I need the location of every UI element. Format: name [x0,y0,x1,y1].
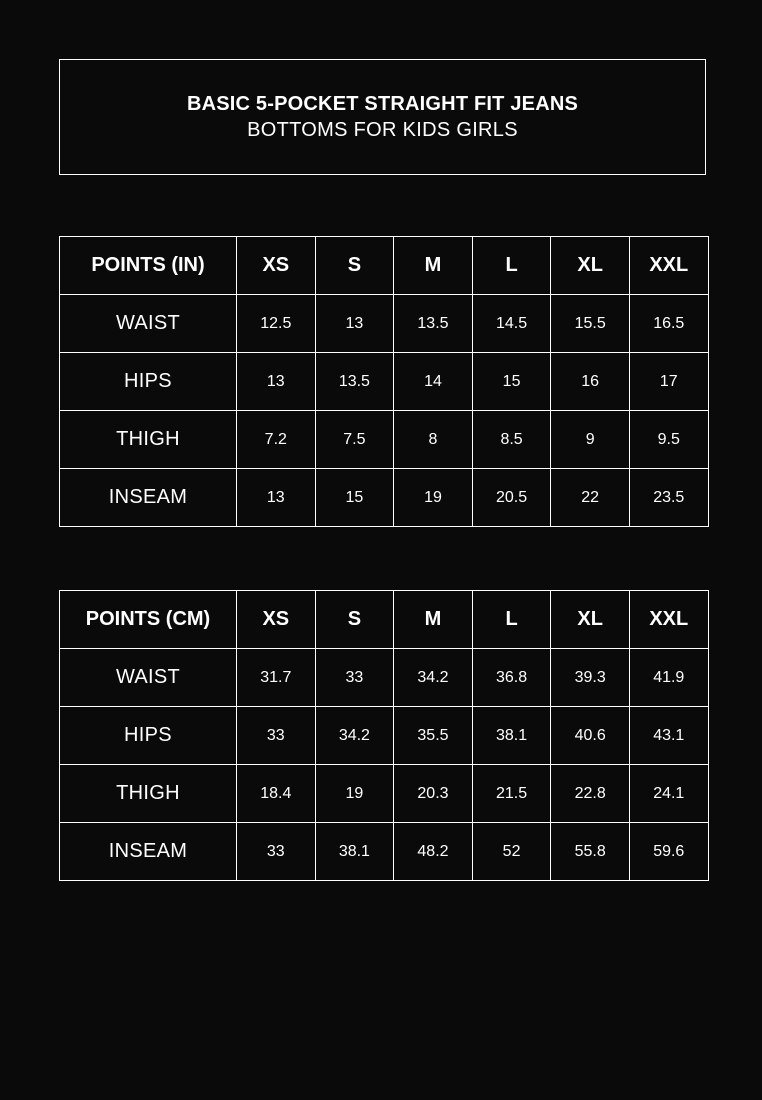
table-cell: 20.3 [394,765,473,823]
size-table-inches [59,236,709,527]
row-label-inseam: INSEAM [60,469,237,527]
table-cell: 9 [551,411,630,469]
header-row [60,237,709,295]
table-row [60,295,709,353]
size-header-xs: XS [237,237,316,295]
table-cell: 23.5 [629,469,708,527]
table-row [60,823,709,881]
table-cell: 15 [472,353,551,411]
title-box [59,59,706,175]
table-cell: 31.7 [237,649,316,707]
size-header-m: M [394,591,473,649]
table-cell: 13 [315,295,394,353]
table-cell: 13 [237,353,316,411]
size-header-s: S [315,591,394,649]
size-header-xxl: XXL [629,237,708,295]
table-row [60,707,709,765]
table-cell: 33 [315,649,394,707]
table-cell: 7.2 [237,411,316,469]
table-cell: 15.5 [551,295,630,353]
table-cell: 36.8 [472,649,551,707]
table-cell: 35.5 [394,707,473,765]
row-label-hips: HIPS [60,353,237,411]
row-label-inseam: INSEAM [60,823,237,881]
row-label-thigh: THIGH [60,411,237,469]
table-cell: 19 [394,469,473,527]
table-cell: 17 [629,353,708,411]
table-row [60,353,709,411]
size-header-xxl: XXL [629,591,708,649]
table-cell: 43.1 [629,707,708,765]
row-label-waist: WAIST [60,295,237,353]
table-cell: 33 [237,707,316,765]
size-header-m: M [394,237,473,295]
table-cell: 19 [315,765,394,823]
table-cell: 8.5 [472,411,551,469]
table-cell: 22 [551,469,630,527]
table-cell: 59.6 [629,823,708,881]
table-cell: 48.2 [394,823,473,881]
table-cell: 21.5 [472,765,551,823]
table-cell: 14.5 [472,295,551,353]
table-cell: 41.9 [629,649,708,707]
table-cell: 20.5 [472,469,551,527]
table-cell: 34.2 [394,649,473,707]
table-cell: 34.2 [315,707,394,765]
table-cell: 14 [394,353,473,411]
size-header-l: L [472,237,551,295]
table-row [60,649,709,707]
table-cell: 24.1 [629,765,708,823]
table-cell: 16 [551,353,630,411]
table-cell: 38.1 [472,707,551,765]
table-cell: 22.8 [551,765,630,823]
header-row [60,591,709,649]
table-row [60,411,709,469]
table-cell: 40.6 [551,707,630,765]
row-label-hips: HIPS [60,707,237,765]
product-title: BASIC 5-POCKET STRAIGHT FIT JEANS [186,93,579,115]
table-cell: 8 [394,411,473,469]
size-header-xl: XL [551,237,630,295]
table-row [60,765,709,823]
table-cell: 9.5 [629,411,708,469]
size-header-xl: XL [551,591,630,649]
table-cell: 13.5 [394,295,473,353]
size-table-centimeters [59,590,709,881]
size-header-l: L [472,591,551,649]
product-subtitle: BOTTOMS FOR KIDS GIRLS [247,119,518,141]
size-header-xs: XS [237,591,316,649]
table-cell: 33 [237,823,316,881]
table-cell: 7.5 [315,411,394,469]
table-cell: 16.5 [629,295,708,353]
table-cell: 13.5 [315,353,394,411]
points-header: POINTS (CM) [60,591,237,649]
row-label-thigh: THIGH [60,765,237,823]
table-cell: 15 [315,469,394,527]
table-row [60,469,709,527]
table-cell: 39.3 [551,649,630,707]
table-cell: 18.4 [237,765,316,823]
table-cell: 12.5 [237,295,316,353]
table-cell: 55.8 [551,823,630,881]
table-cell: 38.1 [315,823,394,881]
row-label-waist: WAIST [60,649,237,707]
table-cell: 52 [472,823,551,881]
size-header-s: S [315,237,394,295]
table-cell: 13 [237,469,316,527]
points-header: POINTS (IN) [60,237,237,295]
